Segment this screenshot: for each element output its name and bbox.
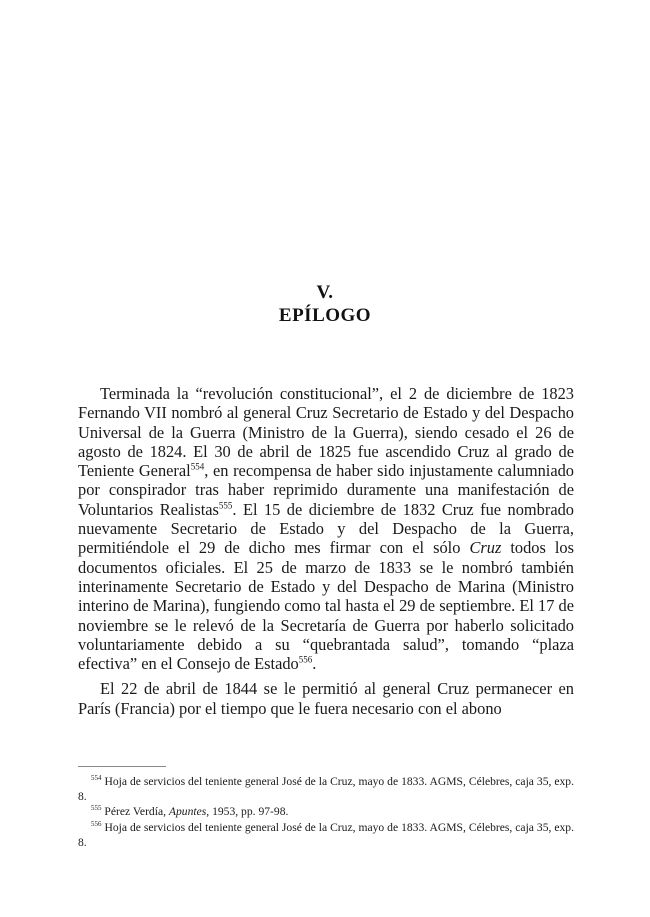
footnote-ref-554[interactable]: 554 [190,461,205,472]
footnotes [78,774,574,850]
paragraph-1-part-2: , en recompensa de haber sido injustamente calumniado por conspirador tras haber reprimido duramente una manifestación de Voluntarios Realistas [78,461,574,519]
footnote-text: Hoja de servicios del teniente general José de la Cruz, mayo de 1833. AGMS, Célebres, caja 35, exp. 8. [78,775,574,804]
chapter-number: V. [316,282,334,303]
footnote-italic-title: Apuntes [168,805,207,819]
paragraph-1 [78,384,574,673]
footnote-divider [78,766,166,767]
footnote-text: Pérez Verdía, [104,805,169,819]
paragraph-2: El 22 de abril de 1844 se le permitió al general Cruz permanecer en París (Francia) por el tiempo que le fuera necesario con el abono [78,679,574,718]
paragraph-1-part-4: todos los documentos oficiales. El 25 de marzo de 1833 se le nombró también interinamente Secretario de Estado y del Despacho de Marina (Ministro interino de Marina), fungiendo como tal hasta el 29 de septiembre. El 17 de noviembre se le relevó de la Secretaría de Guerra por haberlo solicitado voluntariamente debido a su “quebrantada salud”, tomando “plaza efectiva” en el Consejo de Estado [78,538,574,674]
footnote-554 [78,774,574,804]
paragraph-1-part-5: . [312,654,317,674]
footnote-555 [78,804,574,819]
footnote-number: 554 [91,774,102,783]
footnote-556 [78,820,574,850]
chapter-title: EPÍLOGO [278,305,372,326]
body-text [78,384,574,718]
paragraph-1-part-3: . El 15 de diciembre de 1832 Cruz fue nombrado nuevamente Secretario de Estado y del Despacho de la Guerra, permitiéndole el 29 de dicho mes firmar con el sólo [78,499,574,558]
italic-cruz: Cruz [469,538,502,558]
footnote-number: 555 [91,804,102,813]
footnote-text: Hoja de servicios del teniente general José de la Cruz, mayo de 1833. AGMS, Célebres, caja 35, exp. 8. [78,820,574,849]
footnote-ref-556[interactable]: 556 [298,654,313,665]
paragraph-1-part-1: Terminada la “revolución constitucional”, el 2 de diciembre de 1823 Fernando VII nombró al general Cruz Secretario de Estado y del Despacho Universal de la Guerra (Ministro de la Guerra), siendo cesado el 26 de agosto de 1824. El 30 de abril de 1825 fue ascendido Cruz al grado de Teniente General [78,384,574,481]
footnote-number: 556 [91,819,102,828]
footnote-text: , 1953, pp. 97-98. [206,805,289,819]
footnote-ref-555[interactable]: 555 [218,500,233,511]
